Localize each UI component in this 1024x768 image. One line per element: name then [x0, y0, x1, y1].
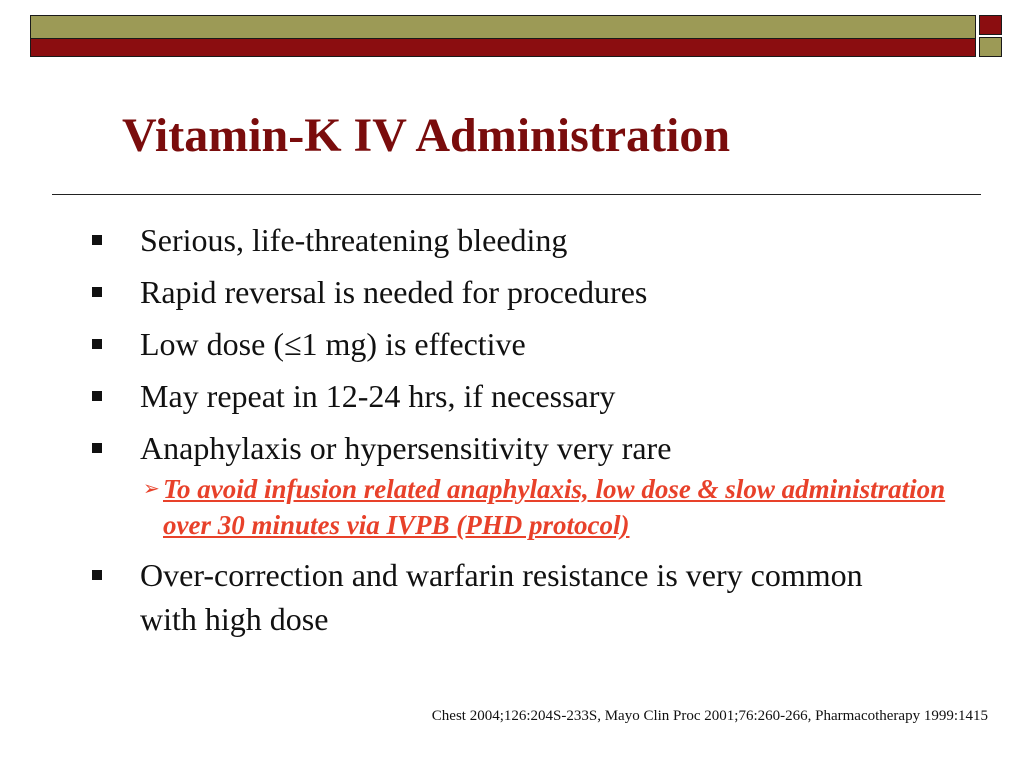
citation: Chest 2004;126:204S-233S, Mayo Clin Proc 2001;76:260-266, Pharmacotherapy 1999:1415	[431, 708, 988, 724]
bullet-text: Rapid reversal is needed for procedures	[140, 274, 648, 310]
corner-square-red	[979, 15, 1002, 35]
square-bullet-icon	[92, 287, 102, 297]
bullet-text: Anaphylaxis or hypersensitivity very rare	[140, 430, 672, 466]
square-bullet-icon	[92, 235, 102, 245]
header-band-olive-stripe	[31, 16, 975, 39]
square-bullet-icon	[92, 339, 102, 349]
header-band	[30, 15, 976, 57]
sub-bullet-item	[0, 471, 1024, 543]
bullet-item	[0, 270, 1024, 314]
bullet-item	[0, 426, 1024, 470]
square-bullet-icon	[92, 570, 102, 580]
corner-square-olive	[979, 37, 1002, 57]
bullet-list	[0, 218, 1024, 649]
bullet-item	[0, 374, 1024, 418]
square-bullet-icon	[92, 443, 102, 453]
sub-bullet-text: To avoid infusion related anaphylaxis, low dose & slow administration over 30 minutes via IVPB (PHD protocol)	[163, 474, 946, 540]
bullet-text: Serious, life-threatening bleeding	[140, 222, 568, 258]
bullet-item	[0, 553, 1024, 641]
bullet-text: May repeat in 12-24 hrs, if necessary	[140, 378, 616, 414]
square-bullet-icon	[92, 391, 102, 401]
slide-title: Vitamin-K IV Administration	[122, 109, 731, 162]
bullet-text: Low dose (≤1 mg) is effective	[140, 326, 526, 362]
arrow-bullet-icon: ➢	[143, 478, 160, 500]
bullet-item	[0, 218, 1024, 262]
bullet-text: Over-correction and warfarin resistance is very common with high dose	[140, 557, 863, 637]
title-divider	[52, 194, 981, 195]
bullet-item	[0, 322, 1024, 366]
